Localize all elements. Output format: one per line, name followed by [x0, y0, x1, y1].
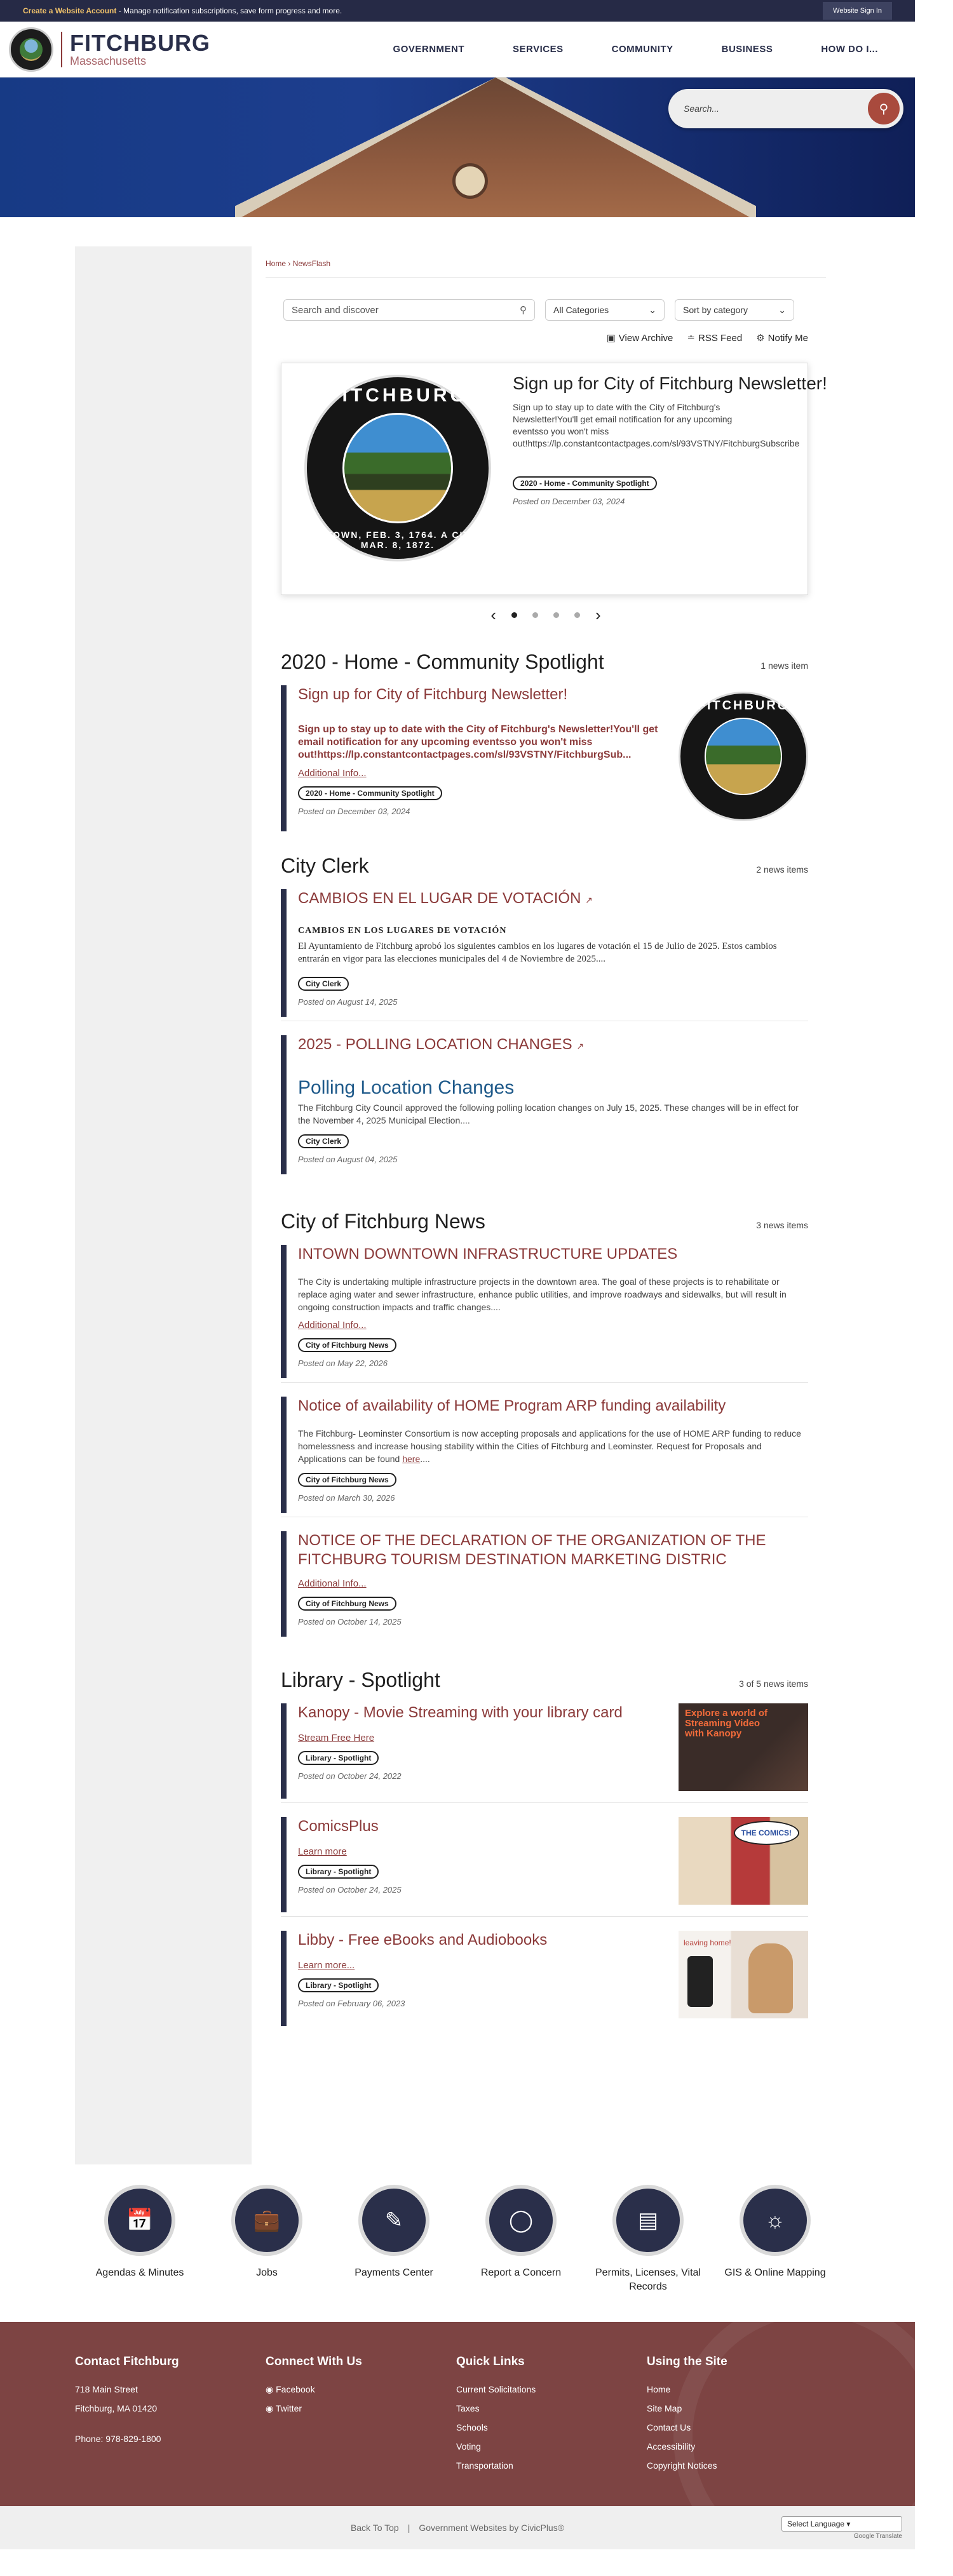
list-item: [281, 1531, 808, 1637]
site-header: [0, 22, 915, 77]
breadcrumb: [266, 259, 826, 278]
footer-heading[interactable]: Contact Fitchburg: [75, 2355, 179, 2368]
list-item: [281, 1703, 808, 1799]
item-title[interactable]: [298, 889, 808, 909]
website-sign-in-button[interactable]: Website Sign In: [823, 2, 892, 20]
phone-illustration: [687, 1956, 713, 2007]
item-title[interactable]: Libby - Free eBooks and Audiobooks: [298, 1931, 548, 1949]
quick-link-permits[interactable]: [585, 2185, 712, 2294]
posted-date: Posted on October 14, 2025: [298, 1617, 402, 1627]
site-search[interactable]: [668, 89, 903, 128]
footer-contact: [75, 2355, 179, 2452]
section-community-spotlight: [281, 650, 808, 831]
item-title[interactable]: Notice of availability of HOME Program ARP funding availability: [298, 1397, 726, 1414]
item-desc-end: ....: [420, 1454, 430, 1464]
quick-link-label: GIS & Online Mapping: [724, 2267, 826, 2278]
footer-link[interactable]: Copyright Notices: [647, 2460, 717, 2471]
twitter-link[interactable]: [266, 2402, 362, 2415]
nav-community[interactable]: COMMUNITY: [611, 44, 673, 55]
posted-date: Posted on October 24, 2022: [298, 1771, 402, 1781]
calendar-icon: 📅: [104, 2185, 175, 2256]
comicsplus-thumbnail[interactable]: [679, 1817, 808, 1905]
city-seal-icon: [9, 27, 53, 72]
archive-icon: ▣: [606, 333, 616, 344]
list-item: [281, 1035, 808, 1174]
featured-carousel[interactable]: [281, 363, 827, 595]
footer-heading: Connect With Us: [266, 2355, 362, 2368]
comics-thumb-text: THE COMICS!: [734, 1821, 799, 1845]
carousel-dot[interactable]: [553, 612, 559, 618]
item-divider: [281, 1802, 808, 1803]
news-search-placeholder: Search and discover: [292, 304, 379, 316]
footer-link[interactable]: Transportation: [456, 2460, 513, 2471]
category-pill[interactable]: Library - Spotlight: [298, 1865, 379, 1879]
create-account-link[interactable]: Create a Website Account: [23, 6, 117, 15]
item-title[interactable]: Kanopy - Movie Streaming with your library card: [298, 1704, 623, 1721]
additional-info-link[interactable]: Additional Info...: [298, 1320, 367, 1331]
category-value: All Categories: [553, 305, 609, 315]
quick-link-report[interactable]: [457, 2185, 585, 2294]
news-search-input[interactable]: [283, 299, 535, 321]
brand-name: FITCHBURG: [70, 29, 210, 56]
list-item: [281, 889, 808, 1017]
footer-link[interactable]: Site Map: [647, 2403, 682, 2413]
quick-link-label: Jobs: [256, 2267, 278, 2278]
briefcase-icon: 💼: [231, 2185, 302, 2256]
section-title[interactable]: City Clerk: [281, 854, 369, 877]
notify-me-link[interactable]: [756, 332, 808, 344]
section-header: [281, 1668, 808, 1692]
item-divider: [281, 1382, 808, 1383]
additional-info-link[interactable]: Additional Info...: [298, 1578, 367, 1589]
quick-links-bar: [0, 2185, 915, 2294]
reader-illustration: [748, 1943, 793, 2013]
list-item: [281, 1245, 808, 1378]
account-promo[interactable]: [23, 6, 342, 15]
chevron-down-icon: ⌄: [649, 304, 656, 315]
quick-link-payments[interactable]: [330, 2185, 457, 2294]
quick-link-jobs[interactable]: [203, 2185, 330, 2294]
posted-date: Posted on August 04, 2025: [298, 1155, 398, 1164]
rss-label: RSS Feed: [698, 333, 743, 344]
footer-link[interactable]: Accessibility: [647, 2441, 696, 2452]
nav-business[interactable]: BUSINESS: [721, 44, 773, 55]
item-title-text[interactable]: 2025 - POLLING LOCATION CHANGES: [298, 1036, 572, 1053]
posted-date: Posted on December 03, 2024: [298, 807, 410, 816]
carousel-title[interactable]: Sign up for City of Fitchburg Newsletter!: [513, 373, 827, 393]
quick-link-label: Report a Concern: [480, 2267, 562, 2278]
promo-text: - Manage notification subscriptions, save form progress and more.: [116, 6, 342, 15]
footer-link[interactable]: Voting: [456, 2441, 481, 2452]
main-nav: [369, 44, 902, 55]
site-search-input[interactable]: Search...: [684, 104, 720, 114]
posted-date: Posted on March 30, 2026: [298, 1493, 395, 1503]
seal-bottom-text: A TOWN, FEB. 3, 1764. A CITY, MAR. 8, 1872.: [315, 530, 480, 550]
category-pill[interactable]: City Clerk: [298, 1134, 349, 1148]
quick-link-label: Agendas & Minutes: [95, 2267, 184, 2278]
twitter-label: Twitter: [275, 2403, 302, 2413]
facebook-label: Facebook: [276, 2384, 315, 2394]
footer-using-site: [647, 2355, 727, 2478]
section-title[interactable]: 2020 - Home - Community Spotlight: [281, 650, 604, 673]
chevron-right-icon[interactable]: ›: [595, 605, 601, 624]
category-pill[interactable]: City of Fitchburg News: [298, 1597, 396, 1611]
external-link-icon: ↗: [576, 1041, 585, 1051]
compass-icon: ☼: [740, 2185, 811, 2256]
item-desc: El Ayuntamiento de Fitchburg aprobó los siguientes cambios en los lugares de votación el 15 de Julio de 2025. Estos cambios entrarán en vigor para las elecciones municipales del 4 de Noviembre de 2025....: [298, 941, 777, 964]
item-title[interactable]: INTOWN DOWNTOWN INFRASTRUCTURE UPDATES: [298, 1245, 678, 1263]
carousel-desc: Sign up to stay up to date with the City of Fitchburg's Newsletter!You'll get email notification for any upcoming eventsso you won't miss out!https://lp.constantcontactpages.com/sl/93VSTNY/FitchburgSubscribe: [513, 402, 800, 448]
brand-logo[interactable]: [9, 27, 210, 72]
breadcrumb-home[interactable]: Home: [266, 259, 287, 268]
brand-divider: [61, 32, 62, 67]
news-filters: [283, 299, 826, 321]
left-sidebar: [75, 246, 252, 2164]
notify-label: Notify Me: [767, 333, 808, 344]
libby-thumb-text: leaving home!: [684, 1938, 731, 1947]
list-item: [281, 1397, 808, 1513]
carousel-slide-text: [513, 373, 827, 594]
edit-icon: ✎: [358, 2185, 429, 2256]
carousel-controls: [266, 605, 826, 625]
translate-widget: [781, 2516, 902, 2540]
category-pill[interactable]: 2020 - Home - Community Spotlight: [513, 476, 657, 490]
sort-select[interactable]: [675, 299, 794, 321]
language-select-label: Select Language: [787, 2519, 845, 2528]
section-city-news: [281, 1210, 808, 1637]
nav-government[interactable]: GOVERNMENT: [393, 44, 465, 55]
search-icon[interactable]: ⚲: [868, 93, 900, 124]
footer-phone: Phone: 978-829-1800: [75, 2434, 161, 2444]
carousel-dot[interactable]: [532, 612, 538, 618]
news-actions: [266, 332, 808, 344]
city-seal-icon: [304, 375, 491, 561]
item-desc: [298, 1427, 808, 1465]
item-subhead: CAMBIOS EN LOS LUGARES DE VOTACIÓN: [298, 926, 507, 936]
libby-thumbnail[interactable]: [679, 1931, 808, 2018]
posted-date: Posted on May 22, 2026: [298, 1358, 388, 1368]
item-desc-text: The Fitchburg- Leominster Consortium is now accepting proposals and applications for the use of HOME ARP funding to reduce homelessness and increase housing stability within the Cities of Fitchburg and Leominster. Request for Proposals and Applications can be found: [298, 1428, 801, 1464]
chevron-down-icon: ⌄: [778, 304, 786, 315]
carousel-dot[interactable]: [511, 612, 517, 618]
quick-link-label: Payments Center: [355, 2267, 433, 2278]
carousel-dot[interactable]: [574, 612, 580, 618]
learn-more-link[interactable]: Learn more: [298, 1846, 347, 1857]
category-select[interactable]: [545, 299, 665, 321]
section-count: 1 news item: [760, 661, 808, 671]
seal-landscape: [705, 718, 782, 795]
item-desc: The City is undertaking multiple infrastructure projects in the downtown area. The goal of these projects is to rehabilitate or replace aging water and sewer infrastructure, enhance public utilities, and improve roadways and sidewalks, but will result in ongoing construction impacts and traffic changes....: [298, 1277, 787, 1312]
footer-heading: Using the Site: [647, 2355, 727, 2368]
posted-date: Posted on August 14, 2025: [298, 997, 398, 1007]
item-desc[interactable]: Sign up to stay up to date with the City of Fitchburg's Newsletter!You'll get email notification for any upcoming eventsso you won't miss out!https://lp.constantcontactpages.com/sl/93VSTNY/FitchburgSub...: [298, 724, 658, 760]
hero-banner: [0, 77, 915, 217]
section-header: [281, 1210, 808, 1233]
category-pill[interactable]: City of Fitchburg News: [298, 1473, 396, 1487]
footer-link[interactable]: Home: [647, 2384, 671, 2394]
rss-icon: ≐: [687, 333, 695, 344]
category-pill[interactable]: City of Fitchburg News: [298, 1338, 396, 1352]
search-icon[interactable]: ⚲: [520, 305, 527, 316]
footer-link[interactable]: Taxes: [456, 2403, 480, 2413]
facebook-link[interactable]: [266, 2383, 362, 2396]
section-title[interactable]: Library - Spotlight: [281, 1668, 440, 1691]
additional-info-link[interactable]: Additional Info...: [298, 768, 367, 779]
item-title[interactable]: Sign up for City of Fitchburg Newsletter!: [298, 686, 568, 703]
google-translate-credit: Google Translate: [853, 2533, 902, 2540]
category-pill[interactable]: Library - Spotlight: [298, 1978, 379, 1992]
sort-value: Sort by category: [683, 305, 748, 315]
footer-address-1: 718 Main Street: [75, 2384, 138, 2394]
quick-link-gis[interactable]: [712, 2185, 839, 2294]
kanopy-thumbnail[interactable]: [679, 1703, 808, 1791]
footer-link[interactable]: Schools: [456, 2422, 488, 2432]
breadcrumb-separator: ›: [286, 259, 293, 268]
quick-link-agendas[interactable]: [76, 2185, 203, 2294]
section-title[interactable]: City of Fitchburg News: [281, 1210, 485, 1233]
list-item: [281, 1931, 808, 2026]
section-library-spotlight: [281, 1668, 808, 2026]
section-count: 3 news items: [756, 1220, 808, 1230]
news-content: [266, 246, 826, 2026]
posted-date: Posted on December 03, 2024: [513, 497, 625, 506]
section-count: 2 news items: [756, 864, 808, 875]
item-title[interactable]: NOTICE OF THE DECLARATION OF THE ORGANIZATION OF THE FITCHBURG TOURISM DESTINATION MARKETING DISTRIC: [298, 1532, 766, 1568]
facebook-icon: ◉: [266, 2384, 274, 2394]
site-footer: [0, 2322, 915, 2506]
city-seal-icon: [679, 692, 808, 821]
twitter-icon: ◉: [266, 2403, 274, 2413]
seal-landscape: [342, 413, 453, 523]
footer-heading[interactable]: Quick Links: [456, 2355, 525, 2368]
gear-icon: ⚙: [756, 333, 765, 344]
nav-how-do-i[interactable]: HOW DO I...: [821, 44, 878, 55]
footer-link[interactable]: Contact Us: [647, 2422, 691, 2432]
section-count: 3 of 5 news items: [739, 1679, 808, 1689]
nav-services[interactable]: SERVICES: [513, 44, 564, 55]
footer-address-2: Fitchburg, MA 01420: [75, 2403, 158, 2413]
back-to-top-link[interactable]: Back To Top: [350, 2523, 399, 2533]
breadcrumb-newsflash[interactable]: NewsFlash: [292, 259, 331, 268]
external-link-icon: ↗: [585, 895, 593, 905]
list-item: [281, 685, 808, 831]
section-header: [281, 650, 808, 674]
section-city-clerk: [281, 854, 808, 1174]
item-title-text[interactable]: CAMBIOS EN EL LUGAR DE VOTACIÓN: [298, 890, 581, 907]
chevron-left-icon[interactable]: ‹: [490, 605, 496, 624]
posted-date: Posted on February 06, 2023: [298, 1999, 405, 2008]
bottom-bar: [0, 2506, 915, 2549]
learn-more-link[interactable]: Learn more...: [298, 1960, 355, 1971]
footer-connect: [266, 2355, 362, 2421]
rss-feed-link[interactable]: [687, 332, 742, 344]
item-desc: The Fitchburg City Council approved the following polling location changes on July 15, 2025. These changes will be in effect for the November 4, 2025 Municipal Election....: [298, 1103, 799, 1125]
view-archive-label: View Archive: [618, 333, 673, 344]
view-archive-link[interactable]: [607, 332, 673, 344]
list-item: [281, 1817, 808, 1912]
stream-free-link[interactable]: Stream Free Here: [298, 1733, 375, 1743]
item-subhead: Polling Location Changes: [298, 1077, 515, 1098]
item-title[interactable]: [298, 1035, 808, 1056]
category-pill[interactable]: 2020 - Home - Community Spotlight: [298, 786, 442, 800]
cabinet-icon: ▤: [612, 2185, 684, 2256]
main-area: [0, 217, 915, 2008]
seal-top-text: FITCHBURG: [697, 699, 790, 713]
footer-link[interactable]: Current Solicitations: [456, 2384, 536, 2394]
kanopy-thumb-text: Explore a world of Streaming Video with Kanopy: [685, 1708, 768, 1739]
section-header: [281, 854, 808, 878]
civicplus-link[interactable]: Government Websites by CivicPlus®: [419, 2523, 565, 2533]
posted-date: Posted on October 24, 2025: [298, 1885, 402, 1895]
brand-subtitle: Massachusetts: [70, 54, 147, 67]
footer-quick-links: [456, 2355, 536, 2478]
category-pill[interactable]: Library - Spotlight: [298, 1751, 379, 1765]
top-bar: [0, 0, 915, 22]
chat-icon: ◯: [485, 2185, 557, 2256]
language-select[interactable]: Select Language ▾: [781, 2516, 902, 2532]
here-link[interactable]: here: [402, 1454, 421, 1464]
item-title[interactable]: ComicsPlus: [298, 1818, 379, 1835]
item-divider: [281, 1916, 808, 1917]
category-pill[interactable]: City Clerk: [298, 977, 349, 991]
quick-link-label: Permits, Licenses, Vital Records: [595, 2267, 701, 2292]
bottom-separator: |: [407, 2523, 410, 2533]
oculus-window: [452, 163, 488, 199]
seal-top-text: FITCHBURG: [327, 385, 468, 406]
